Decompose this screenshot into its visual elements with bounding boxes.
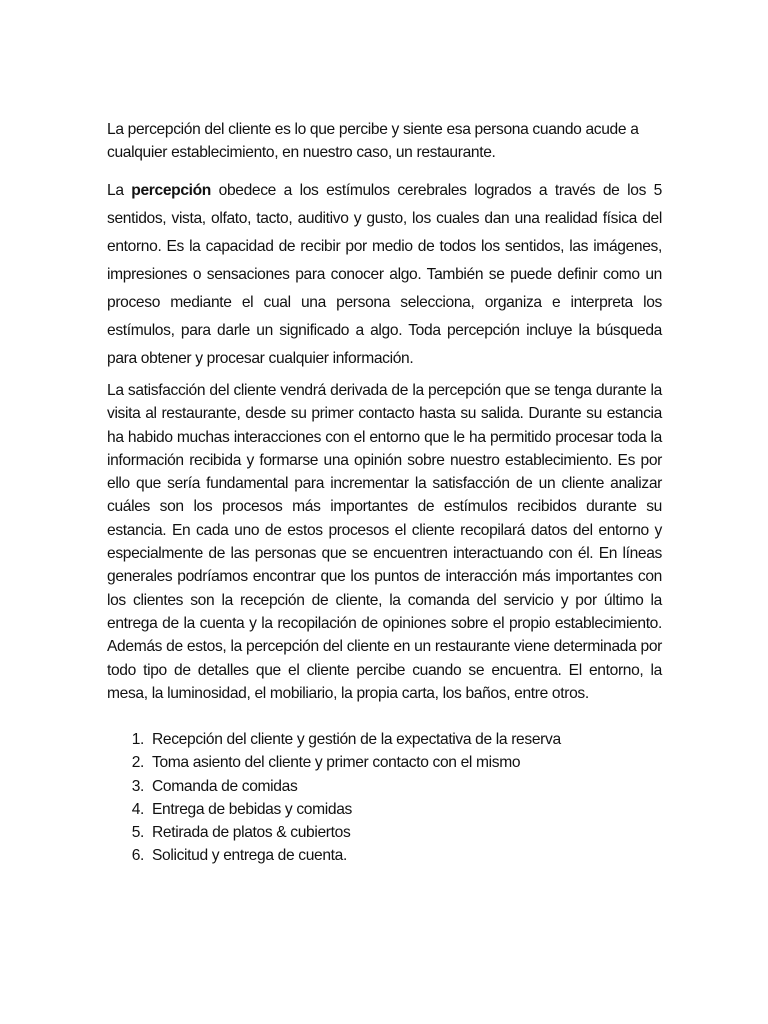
bold-term-percepcion: percepción bbox=[131, 182, 211, 199]
paragraph-definition-lead: La bbox=[107, 182, 132, 199]
list-item bbox=[107, 728, 662, 751]
list-item-number: 1. bbox=[131, 731, 144, 749]
list-item bbox=[107, 775, 662, 798]
list-item-text: Solicitud y entrega de cuenta. bbox=[152, 847, 347, 865]
list-item-number: 4. bbox=[131, 800, 144, 818]
list-item-number: 3. bbox=[131, 777, 144, 795]
process-steps-list bbox=[107, 728, 662, 867]
paragraph-satisfaction: La satisfacción del cliente vendrá derivada de la percepción que se tenga durante la visita al restaurante, desde su primer contacto hasta su salida. Durante su estancia ha habido muchas interacciones con el entorno que le ha permitido procesar toda la información recibida y formarse una opinión sobre nuestro establecimiento. Es por ello que sería fundamental para incrementar la satisfacción de un cliente analizar cuáles son los procesos más importantes de estímulos recibidos durante su estancia. En cada uno de estos procesos el cliente recopilará datos del entorno y especialmente de las personas que se encuentren interactuando con él. En líneas generales podríamos encontrar que los puntos de interacción más importantes con los clientes son la recepción de cliente, la comanda del servicio y por último la entrega de la cuenta y la recopilación de opiniones sobre el propio establecimiento. Además de estos, la percepción del cliente en un restaurante viene determinada por todo tipo de detalles que el cliente percibe cuando se encuentra. El entorno, la mesa, la luminosidad, el mobiliario, la propia carta, los baños, entre otros. bbox=[107, 382, 662, 702]
list-item-number: 2. bbox=[131, 754, 144, 772]
paragraph-definition-body: obedece a los estímulos cerebrales logrados a través de los 5 sentidos, vista, olfato, tacto, auditivo y gusto, los cuales dan una realidad física del entorno. Es la capacidad de recibir por medio de todos los sentidos, las imágenes, impresiones o sensaciones para conocer algo. También se puede definir como un proceso mediante el cual una persona selecciona, organiza e interpreta los estímulos, para darle un significado a algo. Toda percepción incluye la búsqueda para obtener y procesar cualquier información. bbox=[107, 182, 662, 367]
list-item-text: Recepción del cliente y gestión de la expectativa de la reserva bbox=[152, 731, 561, 749]
list-item bbox=[107, 821, 662, 844]
document-page bbox=[107, 118, 662, 867]
paragraph-definition bbox=[107, 177, 662, 373]
list-item-text: Comanda de comidas bbox=[152, 777, 298, 795]
list-item bbox=[107, 798, 662, 821]
list-item bbox=[107, 844, 662, 867]
list-item-text: Toma asiento del cliente y primer contacto con el mismo bbox=[152, 754, 521, 772]
list-item-text: Entrega de bebidas y comidas bbox=[152, 800, 352, 818]
list-item-text: Retirada de platos & cubiertos bbox=[152, 823, 351, 841]
list-item-number: 5. bbox=[131, 823, 144, 841]
list-item-number: 6. bbox=[131, 847, 144, 865]
paragraph-intro: La percepción del cliente es lo que percibe y siente esa persona cuando acude a cualquier establecimiento, en nuestro caso, un restaurante. bbox=[107, 121, 639, 161]
list-item bbox=[107, 751, 662, 774]
